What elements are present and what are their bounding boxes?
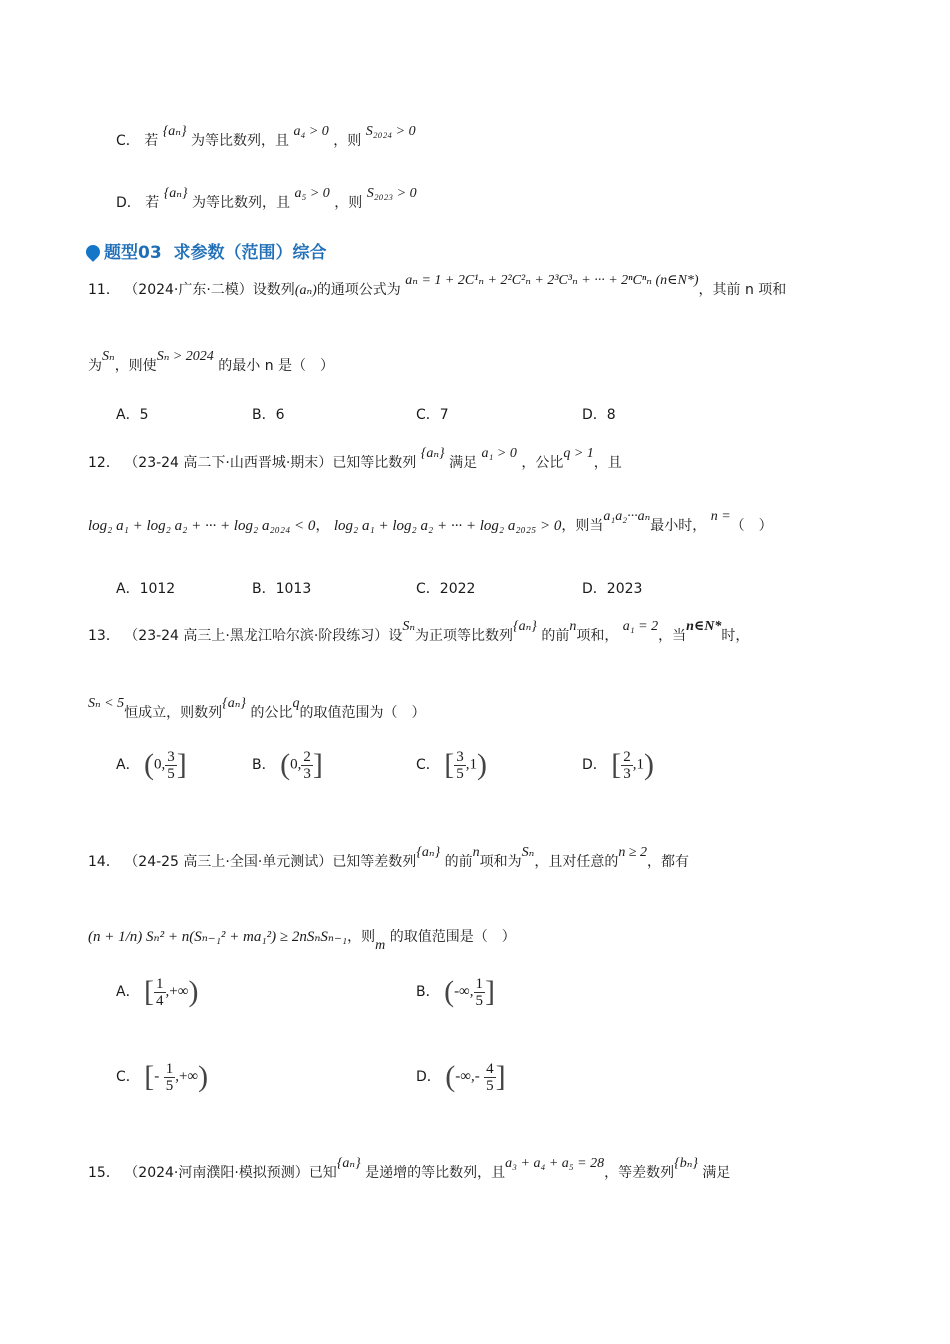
question-11-line2: 为Sₙ，则使Sₙ > 2024 的最小 n 是（ ） — [88, 349, 335, 374]
q11-option-c[interactable]: C．7 — [416, 407, 449, 423]
q12-option-d[interactable]: D．2023 — [582, 581, 643, 597]
q11-option-a[interactable]: A．5 — [116, 407, 149, 423]
q14-option-c[interactable]: C． [- $\frac{1}{5}$ ,+∞) — [116, 1060, 209, 1094]
q14-option-a[interactable]: A． [ $\frac{1}{4}$ ,+∞) — [116, 975, 199, 1009]
option-d-prev: D． 若 {aₙ} 为等比数列，且 a₅ > 0 ，则 S₂₀₂₃ > 0 — [116, 186, 417, 211]
location-pin-icon — [83, 242, 103, 262]
section-heading: 题型03 求参数（范围）综合 — [86, 238, 327, 263]
option-c-prev: C． 若 {aₙ} 为等比数列，且 a₄ > 0 ，则 S₂₀₂₄ > 0 — [116, 124, 416, 149]
q13-option-a[interactable]: A． (0, $\frac{3}{5}$ ] — [116, 748, 187, 782]
question-11-line1: 11． （2024·广东·二模）设数列(aₙ)的通项公式为 aₙ = 1 + 2C¹ₙ + 2²C²ₙ + 2³C³ₙ + ··· + 2ⁿCⁿₙ (n∈N*)，其前 n 项和 — [88, 273, 787, 298]
question-14-line2: (n + 1/n) Sₙ² + n(Sₙ₋₁² + ma₁²) ≥ 2nSₙSₙ₋₁，则m 的取值范围是（ ） — [88, 929, 516, 953]
q12-option-a[interactable]: A．1012 — [116, 581, 176, 597]
q13-option-c[interactable]: C． [ $\frac{3}{5}$ ,1) — [416, 748, 487, 782]
q13-option-b[interactable]: B． (0, $\frac{2}{3}$ ] — [252, 748, 323, 782]
question-13-line2: Sₙ < 5恒成立，则数列{aₙ} 的公比q的取值范围为（ ） — [88, 696, 426, 721]
question-12-line1: 12． （23-24 高二下·山西晋城·期末）已知等比数列 {aₙ} 满足 a₁ > 0 ，公比q > 1，且 — [88, 446, 622, 471]
question-15-line1: 15． （2024·河南濮阳·模拟预测）已知{aₙ} 是递增的等比数列，且a₃ + a₄ + a₅ = 28，等差数列{bₙ} 满足 — [88, 1156, 731, 1181]
q14-option-d[interactable]: D． (-∞,- $\frac{4}{5}$ ] — [416, 1060, 506, 1094]
q12-option-c[interactable]: C．2022 — [416, 581, 476, 597]
question-12-line2: log₂ a₁ + log₂ a₂ + ··· + log₂ a₂₀₂₄ < 0， log₂ a₁ + log₂ a₂ + ··· + log₂ a₂₀₂₅ > 0，则当a₁a₂···aₙ最小时， n =（ ） — [88, 509, 773, 534]
q13-option-d[interactable]: D． [ $\frac{2}{3}$ ,1) — [582, 748, 654, 782]
q14-option-b[interactable]: B． (-∞, $\frac{1}{5}$ ] — [416, 975, 496, 1009]
q12-option-b[interactable]: B．1013 — [252, 581, 312, 597]
q11-option-d[interactable]: D．8 — [582, 407, 616, 423]
question-14-line1: 14． （24-25 高三上·全国·单元测试）已知等差数列{aₙ} 的前n项和为Sₙ，且对任意的n ≥ 2，都有 — [88, 845, 690, 870]
question-13-line1: 13． （23-24 高三上·黑龙江哈尔滨·阶段练习）设Sₙ为正项等比数列{aₙ} 的前n项和， a₁ = 2，当n∈N*时， — [88, 619, 750, 644]
q11-option-b[interactable]: B．6 — [252, 407, 285, 423]
